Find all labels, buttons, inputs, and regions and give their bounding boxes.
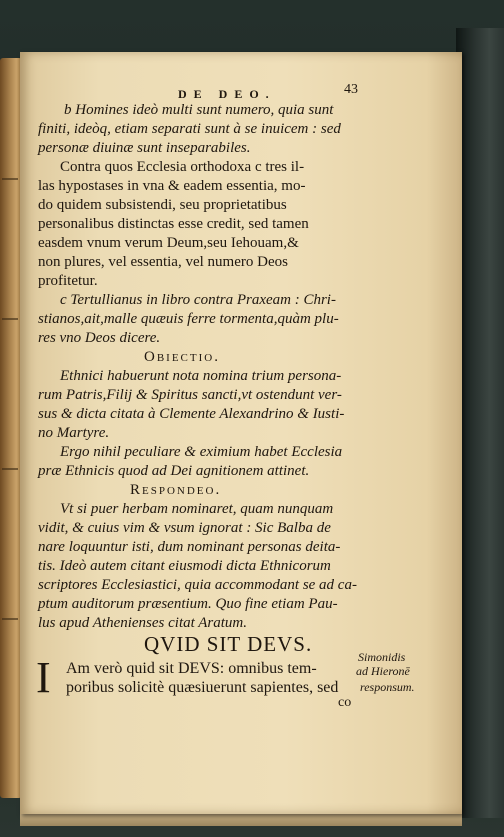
- response-line: scriptores Ecclesiastici, quia accommodant se ad ca-: [38, 577, 357, 593]
- body-line: personæ diuinæ sunt inseparabiles.: [38, 140, 251, 156]
- section-line: poribus solicitè quæsiuerunt sapientes, sed: [66, 679, 339, 696]
- body-line: b Homines ideò multi sunt numero, quia sunt: [64, 102, 334, 118]
- section-line: Am verò quid sit DEVS: omnibus tem-: [66, 660, 317, 677]
- body-line: res vno Deos dicere.: [38, 330, 161, 346]
- response-line: Vt si puer herbam nominaret, quam nunquam: [60, 501, 334, 517]
- response-line: nare loquuntur isti, dum nominant personas deita-: [38, 539, 341, 555]
- objection-line: Ethnici habuerunt nota nomina trium persona-: [60, 368, 342, 384]
- body-line: finiti, ideòq, etiam separati sunt à se inuicem : sed: [38, 121, 341, 137]
- catchword: co: [338, 695, 352, 710]
- margin-note: responsum.: [360, 680, 415, 694]
- response-line: lus apud Athenienses citat Aratum.: [38, 615, 248, 631]
- book-fore-edge: [456, 28, 504, 818]
- body-line: las hypostases in vna & eadem essentia, mo-: [38, 178, 306, 194]
- section-title: QVID SIT DEVS.: [144, 632, 313, 656]
- body-line: easdem vnum verum Deum,seu Iehouam,&: [38, 235, 299, 251]
- body-line: do quidem subsistendi, seu proprietatibus: [38, 197, 287, 213]
- running-title: DE DEO.: [178, 87, 276, 101]
- binding-mark: [2, 178, 18, 180]
- margin-note: ad Hieronē: [356, 664, 410, 678]
- page-stack-bottom: [20, 812, 462, 826]
- binding-mark: [2, 618, 18, 620]
- response-heading: Respondeo.: [130, 482, 222, 498]
- objection-line: sus & dicta citata à Clemente Alexandrino & Iusti-: [38, 406, 345, 422]
- body-line: non plures, vel essentia, vel numero Deos: [38, 254, 288, 270]
- binding-mark: [2, 468, 18, 470]
- body-line: stianos,ait,malle quæuis ferre tormenta,quàm plu-: [38, 311, 339, 327]
- body-line: personalibus distinctas esse credit, sed tamen: [38, 216, 309, 232]
- book-binding-left: [0, 58, 22, 798]
- response-line: tis. Ideò autem citant eiusmodi dicta Ethnicorum: [38, 558, 331, 574]
- margin-note: Simonidis: [358, 650, 406, 664]
- objection-line: no Martyre.: [38, 425, 110, 441]
- objection-line: præ Ethnicis quod ad Dei agnitionem attinet.: [38, 463, 310, 479]
- response-line: vidit, & cuius vim & vsum ignorat : Sic Balba de: [38, 520, 331, 536]
- binding-mark: [2, 318, 18, 320]
- objection-line: rum Patris,Filij & Spiritus sancti,vt ostendunt ver-: [38, 387, 342, 403]
- objection-line: Ergo nihil peculiare & eximium habet Ecclesia: [60, 444, 343, 460]
- objection-heading: Obiectio.: [144, 349, 220, 365]
- body-line: profitetur.: [38, 273, 98, 289]
- body-line: c Tertullianus in libro contra Praxeam : Chri-: [60, 292, 336, 308]
- drop-cap-initial: I: [36, 653, 51, 702]
- body-line: Contra quos Ecclesia orthodoxa c tres il-: [60, 159, 305, 175]
- book-page: [20, 52, 462, 814]
- page-number: 43: [344, 82, 358, 97]
- response-line: ptum auditorum præsentium. Quo fine etiam Pau-: [38, 596, 338, 612]
